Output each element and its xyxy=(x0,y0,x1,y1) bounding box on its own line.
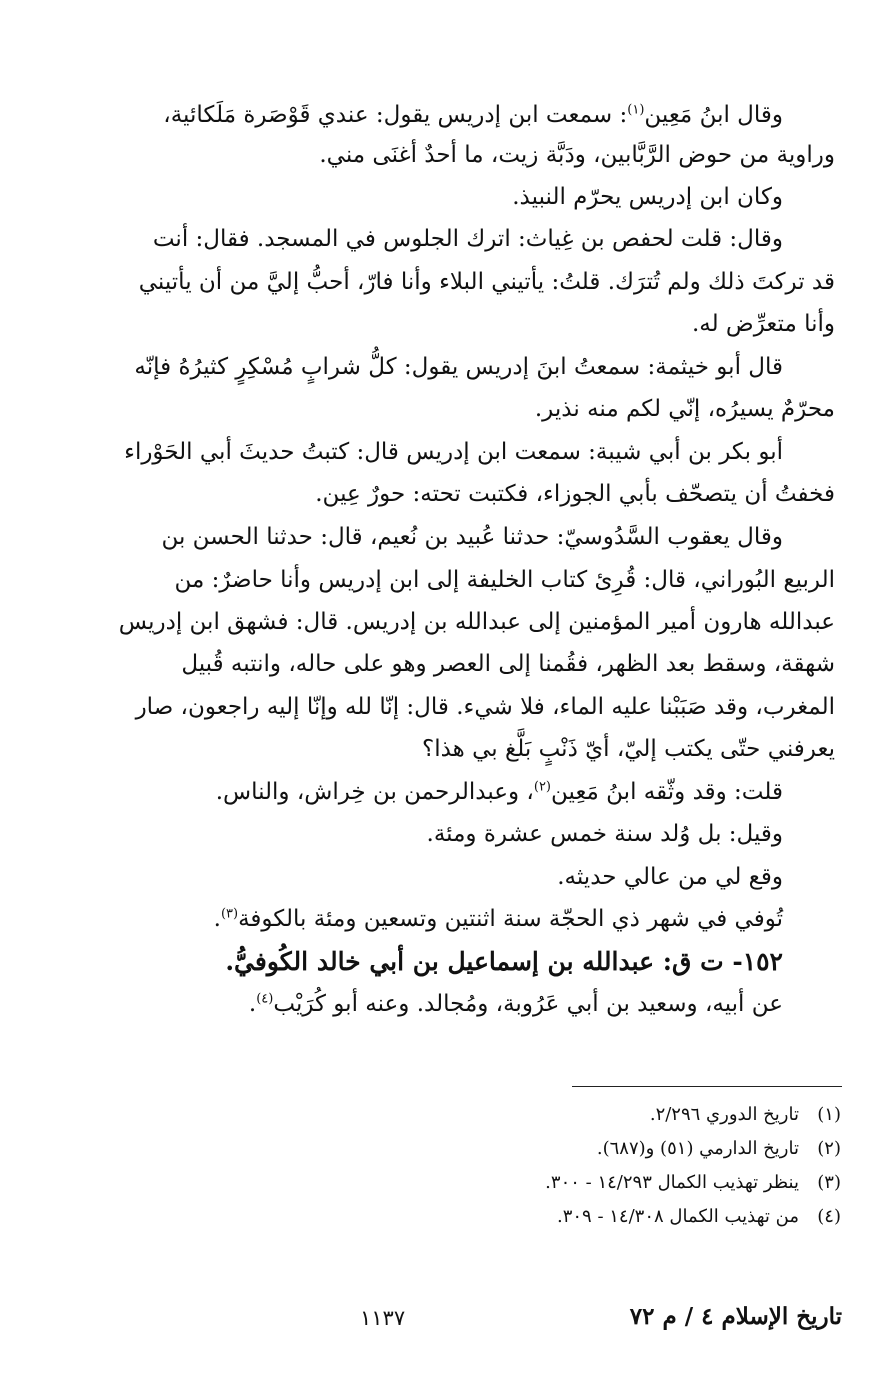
footnote-text: ينظر تهذيب الكمال ١٤/٢٩٣ - ٣٠٠. xyxy=(545,1172,799,1193)
footnote-separator xyxy=(572,1086,842,1087)
footnote-number: (١) xyxy=(817,1104,841,1125)
footnote xyxy=(141,1204,841,1230)
footnote-ref[interactable]: (٤) xyxy=(256,991,274,1007)
text-line: وقال: قلت لحفص بن غِياث: اترك الجلوس في المسجد. فقال: أنت xyxy=(152,226,783,252)
footnote xyxy=(141,1170,841,1196)
text-line: عبدالله هارون أمير المؤمنين إلى عبدالله بن إدريس. قال: فشهق ابن إدريس xyxy=(118,609,835,635)
text-line: محرّمٌ يسيرُه، إنّي لكم منه نذير. xyxy=(534,396,835,422)
footnote-ref[interactable]: (١) xyxy=(627,102,645,118)
text-line: يعرفني حتّى يكتب إليّ، أيّ ذَنْبٍ بَلَّغ بي هذا؟ xyxy=(422,736,835,762)
text-line: المغرب، وقد صَبَبْنا عليه الماء، فلا شيء. قال: إنّا لله وإنّا إليه راجعون، صار xyxy=(135,694,835,720)
footnote-text: من تهذيب الكمال ١٤/٣٠٨ - ٣٠٩. xyxy=(556,1206,799,1227)
text-line: الربيع البُوراني، قال: قُرِئ كتاب الخليفة إلى ابن إدريس وأنا حاضرٌ: من xyxy=(174,567,835,593)
text-line: تُوفي في شهر ذي الحجّة سنة اثنتين وتسعين ومئة بالكوفة$^{(٣)}$. xyxy=(213,906,783,932)
footnote xyxy=(141,1102,841,1128)
footnote-text: تاريخ الدوري ٢/٢٩٦. xyxy=(649,1104,799,1125)
text-line: قال أبو خيثمة: سمعتُ ابنَ إدريس يقول: كلُّ شرابٍ مُسْكِرٍ كثيرُهُ فإنّه xyxy=(134,354,783,380)
text-line: وقال ابنُ مَعِين$^{(١)}$: سمعت ابن إدريس يقول: عندي قَوْصَرة مَلَكائية، xyxy=(163,102,783,128)
page-number: ١١٣٧ xyxy=(360,1306,406,1330)
text-line: أبو بكر بن أبي شيبة: سمعت ابن إدريس قال: كتبتُ حديثَ أبي الحَوْراء xyxy=(124,439,783,465)
footnote-text: تاريخ الدارمي (٥١) و(٦٨٧). xyxy=(596,1138,799,1159)
footnote-number: (٤) xyxy=(817,1206,841,1227)
text-line: وراوية من حوض الرَّبَّابين، ودَبَّة زيت، ما أحدٌ أغنَى مني. xyxy=(319,142,835,168)
entry-heading: ١٥٢- ت ق: عبدالله بن إسماعيل بن أبي خالد الكُوفيُّ. xyxy=(225,947,783,976)
text-line: وأنا متعرِّض له. xyxy=(691,311,835,337)
footnote-number: (٣) xyxy=(817,1172,841,1193)
footnote-ref[interactable]: (٣) xyxy=(220,906,239,922)
text-line: وقيل: بل وُلد سنة خمس عشرة ومئة. xyxy=(426,821,783,847)
text-line: قد تركتَ ذلك ولم تُترَك. قلتُ: يأتيني البلاء وأنا فارّ، أحبُّ إليَّ من أن يأتيني xyxy=(138,269,835,295)
text-line: وقع لي من عالي حديثه. xyxy=(557,864,783,890)
footnote-number: (٢) xyxy=(817,1138,841,1159)
footnote xyxy=(141,1136,841,1162)
text-line: شهقة، وسقط بعد الظهر، فقُمنا إلى العصر وهو على حاله، وانتبه قُبيل xyxy=(181,651,835,677)
text-line: قلت: وقد وثّقه ابنُ مَعِين$^{(٢)}$، وعبدالرحمن بن خِراش، والناس. xyxy=(215,779,783,805)
text-line: وكان ابن إدريس يحرّم النبيذ. xyxy=(512,184,783,210)
text-line: فخفتُ أن يتصحّف بأبي الجوزاء، فكتبت تحته: حورٌ عِين. xyxy=(315,481,835,507)
text-line: وقال يعقوب السَّدُوسيّ: حدثنا عُبيد بن نُعيم، قال: حدثنا الحسن بن xyxy=(161,524,783,550)
footnote-ref[interactable]: (٢) xyxy=(533,779,551,795)
text-line: عن أبيه، وسعيد بن أبي عَرُوبة، ومُجالد. وعنه أبو كُرَيْب$^{(٤)}$. xyxy=(248,991,783,1017)
running-title: تاريخ الإسلام ٤ / م ٧٢ xyxy=(629,1303,842,1330)
